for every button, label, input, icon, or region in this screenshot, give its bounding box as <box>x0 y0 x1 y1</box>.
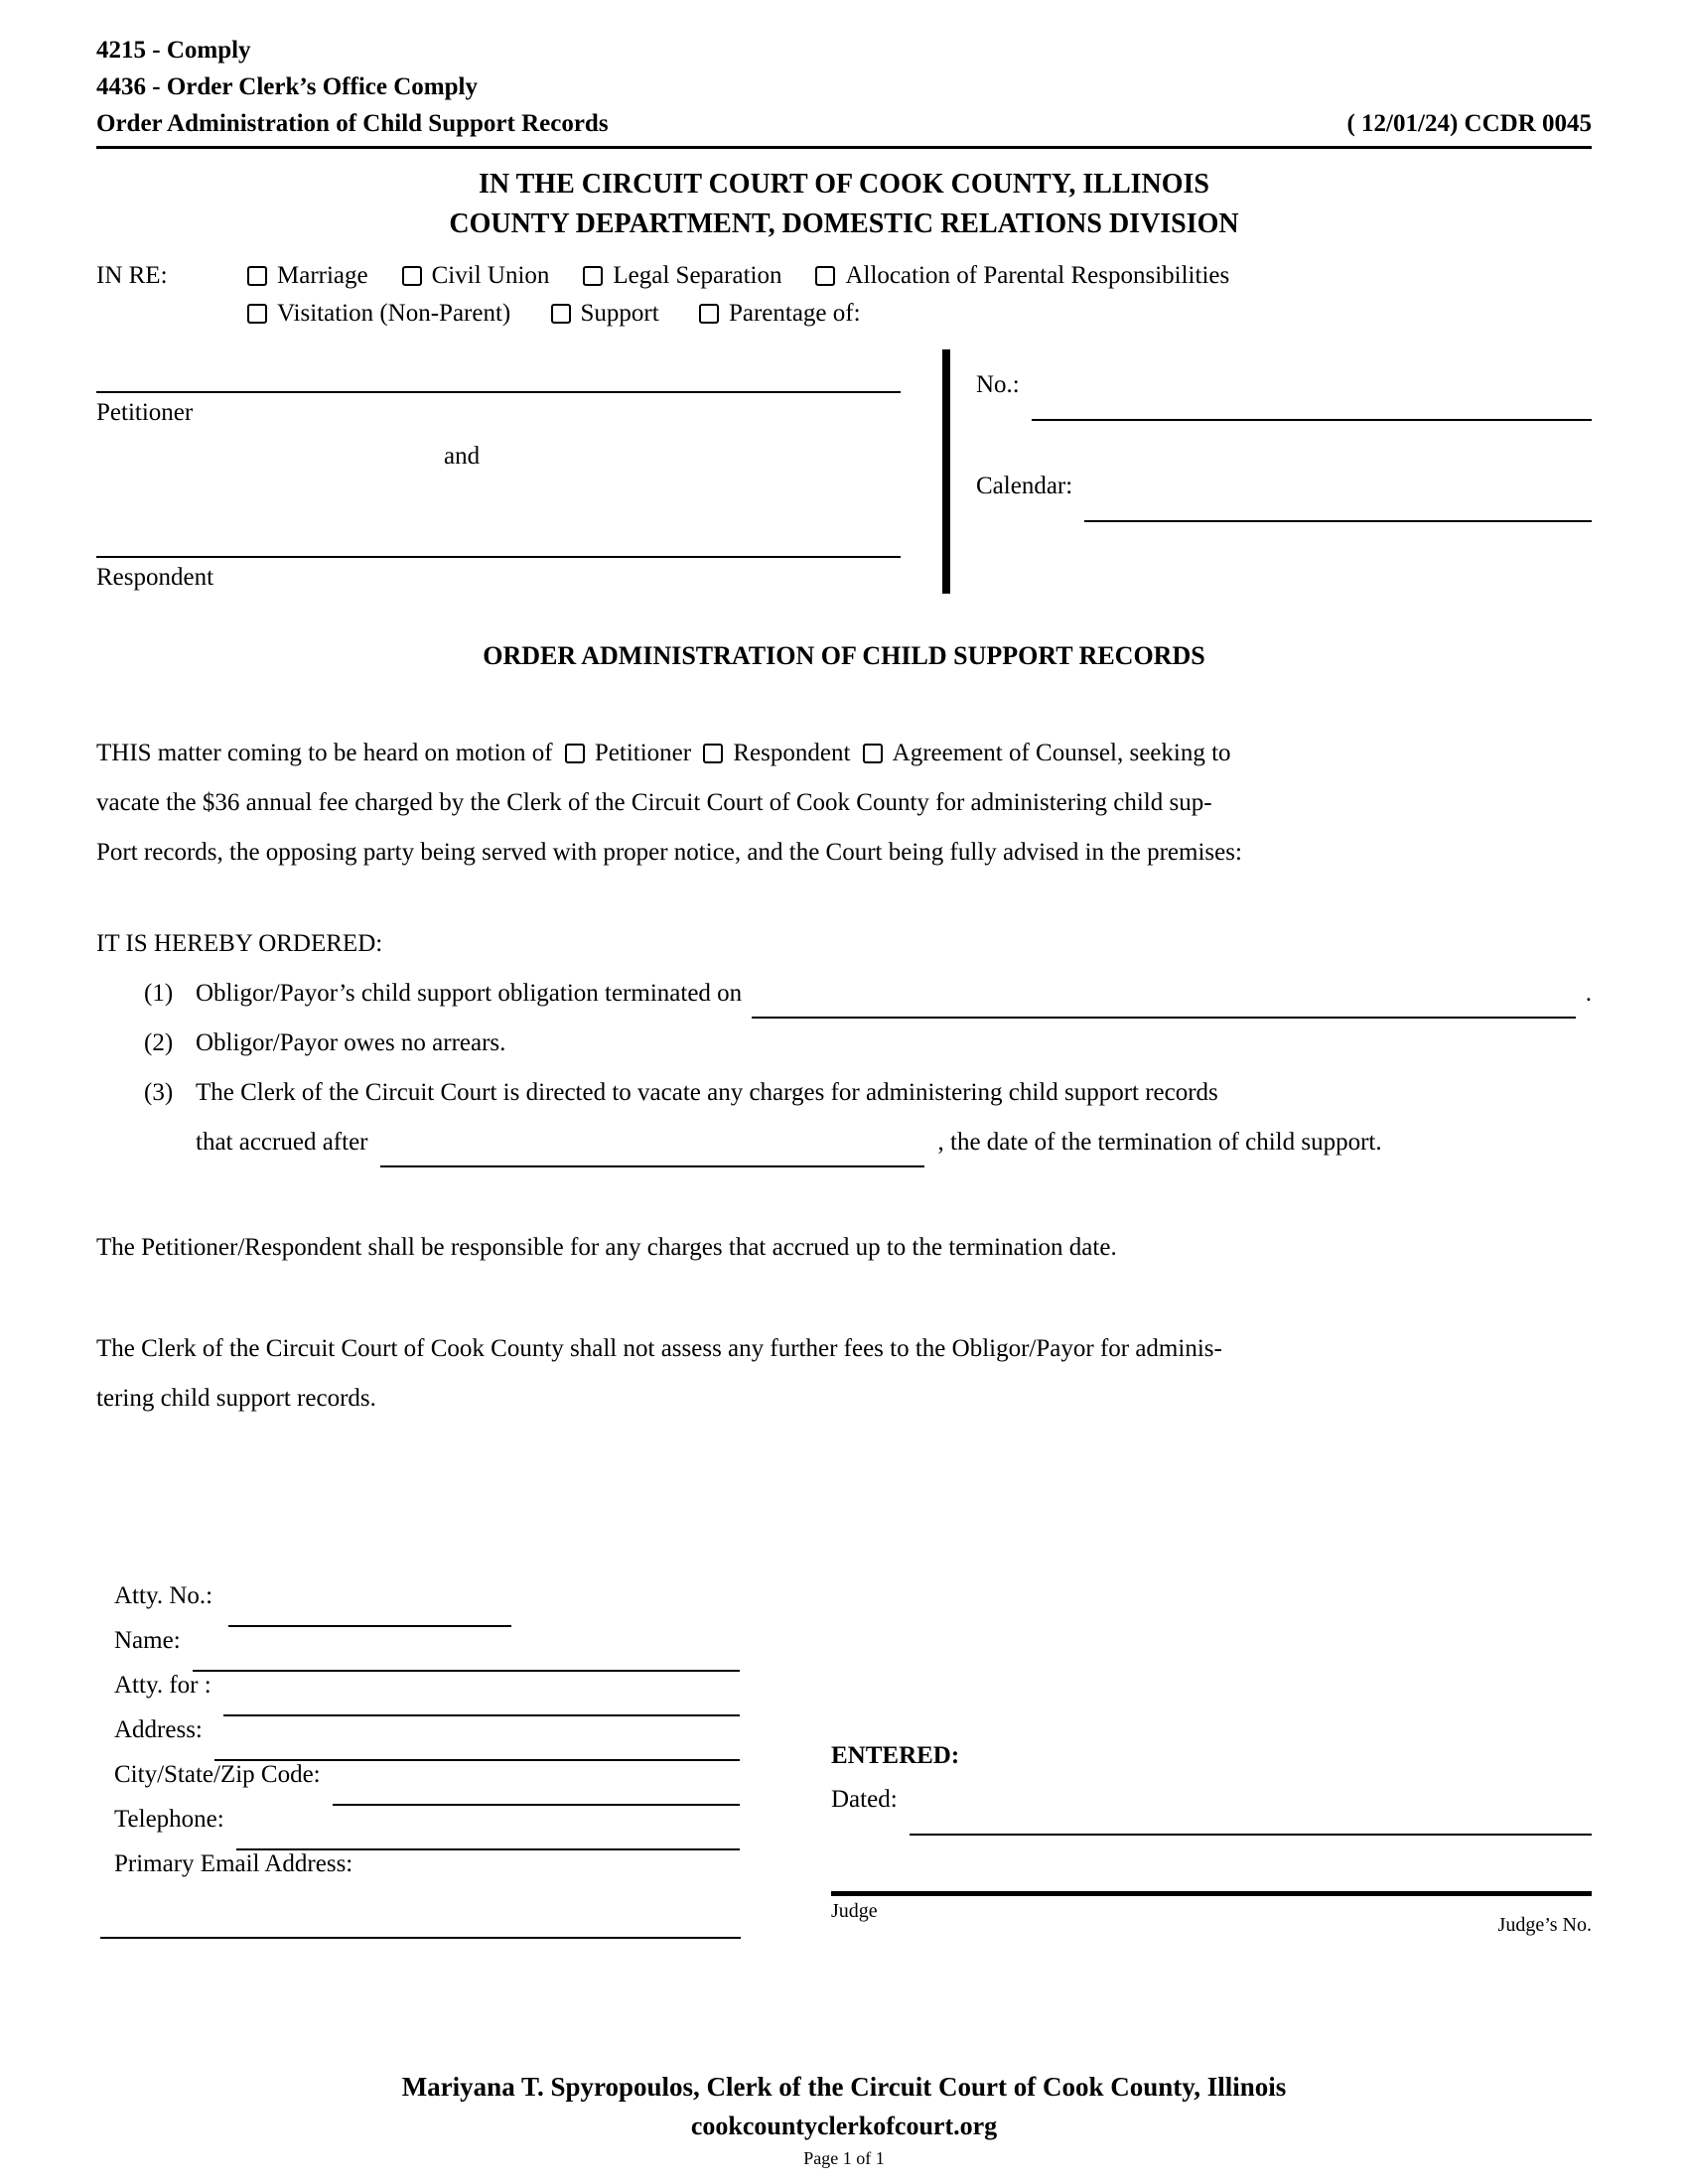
in-re-section <box>96 262 1592 328</box>
responsibility-paragraph: The Petitioner/Respondent shall be responsible for any charges that accrued up to the termination date. <box>96 1234 1117 1261</box>
atty-address-label: Address: <box>114 1716 203 1743</box>
no-further-fees-line2: tering child support records. <box>96 1385 376 1412</box>
atty-no-label: Atty. No.: <box>114 1582 213 1609</box>
intro-tail-text: seeking to <box>1129 740 1231 766</box>
intro-line-2: vacate the $36 annual fee charged by the Clerk of the Circuit Court of Cook County for administering child sup- <box>96 789 1212 816</box>
order-item-3 <box>96 1068 1592 1118</box>
item-2-number: (2) <box>144 1029 174 1056</box>
respondent-name-line[interactable] <box>96 514 901 558</box>
item-1-period: . <box>1585 980 1592 1007</box>
intro-line-3: Port records, the opposing party being served with proper notice, and the Court being fully advised in the premises: <box>96 839 1242 866</box>
clerk-website: cookcountyclerkofcourt.org <box>690 2112 998 2140</box>
checkbox-label-visitation: Visitation (Non-Parent) <box>277 300 511 327</box>
clerk-name-line: Mariyana T. Spyropoulos, Clerk of the Circuit Court of Cook County, Illinois <box>401 2072 1287 2102</box>
checkbox-label-parentage: Parentage of: <box>728 300 861 327</box>
calendar-line[interactable] <box>1084 473 1592 522</box>
checkbox-label-allocation: Allocation of Parental Responsibilities <box>845 262 1230 289</box>
atty-no-line[interactable] <box>228 1582 511 1627</box>
checkbox-legal-separation[interactable] <box>583 266 603 286</box>
ordered-heading: IT IS HEREBY ORDERED: <box>96 930 383 957</box>
atty-telephone-label: Telephone: <box>114 1806 224 1833</box>
checkbox-label-civil-union: Civil Union <box>431 262 550 289</box>
atty-email-label: Primary Email Address: <box>114 1850 353 1877</box>
item-1-number: (1) <box>144 980 174 1007</box>
accrued-after-date-line[interactable] <box>380 1118 924 1167</box>
court-title-line2: COUNTY DEPARTMENT, DOMESTIC RELATIONS DIVISION <box>449 208 1239 239</box>
attorney-block <box>96 1582 831 1939</box>
no-further-fees-line1: The Clerk of the Circuit Court of Cook County shall not assess any further fees to the Obligor/Payor for adminis- <box>96 1335 1222 1362</box>
item-3-cont-post: , the date of the termination of child support. <box>937 1129 1382 1156</box>
case-number-line[interactable] <box>1032 371 1592 421</box>
checkbox-civil-union[interactable] <box>402 266 422 286</box>
header-row <box>96 105 1592 142</box>
entered-block <box>831 1582 1592 1939</box>
form-title-header: Order Administration of Child Support Records <box>96 110 609 137</box>
order-item-3-continued <box>96 1118 1592 1167</box>
item-1-text: Obligor/Payor’s child support obligation terminated on <box>196 980 743 1007</box>
petitioner-name-line[interactable] <box>96 349 901 393</box>
atty-city-label: City/State/Zip Code: <box>114 1761 321 1788</box>
order-title: ORDER ADMINISTRATION OF CHILD SUPPORT RECORDS <box>483 641 1205 670</box>
signature-section <box>96 1582 1592 1939</box>
form-code-1: 4215 - Comply <box>96 37 251 64</box>
item-3-text: The Clerk of the Circuit Court is directed to vacate any charges for administering child support records <box>196 1079 1218 1106</box>
caption-divider <box>942 349 950 594</box>
entered-label: ENTERED: <box>831 1742 960 1769</box>
checkbox-label-motion-respondent: Respondent <box>733 740 851 766</box>
checkbox-visitation[interactable] <box>247 304 267 324</box>
header-rule <box>96 146 1592 149</box>
court-title-line1: IN THE CIRCUIT COURT OF COOK COUNTY, ILLINOIS <box>479 169 1209 200</box>
atty-city-line[interactable] <box>333 1761 740 1806</box>
judge-signature-line[interactable] <box>831 1891 1592 1896</box>
page-number: Page 1 of 1 <box>803 2148 885 2168</box>
checkbox-label-agreement-of-counsel: Agreement of Counsel, <box>892 740 1124 766</box>
judge-no-label: Judge’s No. <box>1497 1914 1592 1936</box>
atty-email-line[interactable] <box>100 1895 741 1939</box>
case-caption <box>96 349 1592 594</box>
form-code-2: 4436 - Order Clerk’s Office Comply <box>96 73 478 100</box>
intro-pre-text: THIS matter coming to be heard on motion of <box>96 740 553 766</box>
and-label: and <box>444 443 481 470</box>
atty-address-line[interactable] <box>214 1716 740 1761</box>
atty-for-line[interactable] <box>223 1672 740 1716</box>
order-item-2 <box>96 1019 1592 1068</box>
atty-for-label: Atty. for : <box>114 1672 211 1699</box>
no-further-fees-paragraph <box>96 1324 1592 1424</box>
atty-name-label: Name: <box>114 1627 181 1654</box>
atty-name-line[interactable] <box>193 1627 740 1672</box>
checkbox-motion-petitioner[interactable] <box>565 744 585 763</box>
item-3-cont-pre: that accrued after <box>196 1129 368 1156</box>
checkbox-support[interactable] <box>551 304 571 324</box>
petitioner-label: Petitioner <box>96 399 194 426</box>
atty-telephone-line[interactable] <box>236 1806 740 1850</box>
checkbox-marriage[interactable] <box>247 266 267 286</box>
order-item-1 <box>96 969 1592 1019</box>
checkbox-agreement-of-counsel[interactable] <box>863 744 883 763</box>
respondent-label: Respondent <box>96 564 214 591</box>
checkbox-label-support: Support <box>580 300 659 327</box>
dated-label: Dated: <box>831 1786 898 1813</box>
in-re-label: IN RE: <box>96 262 168 289</box>
judge-label: Judge <box>831 1900 878 1922</box>
checkbox-parentage[interactable] <box>699 304 719 324</box>
checkbox-motion-respondent[interactable] <box>703 744 723 763</box>
checkbox-label-motion-petitioner: Petitioner <box>594 740 692 766</box>
item-3-number: (3) <box>144 1079 174 1106</box>
dated-line[interactable] <box>910 1786 1592 1836</box>
checkbox-label-marriage: Marriage <box>277 262 368 289</box>
case-number-label: No.: <box>976 371 1020 398</box>
page-footer <box>96 2066 1592 2171</box>
revision-code: ( 12/01/24) CCDR 0045 <box>1346 110 1592 137</box>
checkbox-label-legal-separation: Legal Separation <box>613 262 782 289</box>
item-2-text: Obligor/Payor owes no arrears. <box>196 1029 506 1056</box>
termination-date-line[interactable] <box>752 969 1576 1019</box>
calendar-label: Calendar: <box>976 473 1073 499</box>
checkbox-allocation[interactable] <box>815 266 835 286</box>
intro-paragraph <box>96 729 1592 878</box>
